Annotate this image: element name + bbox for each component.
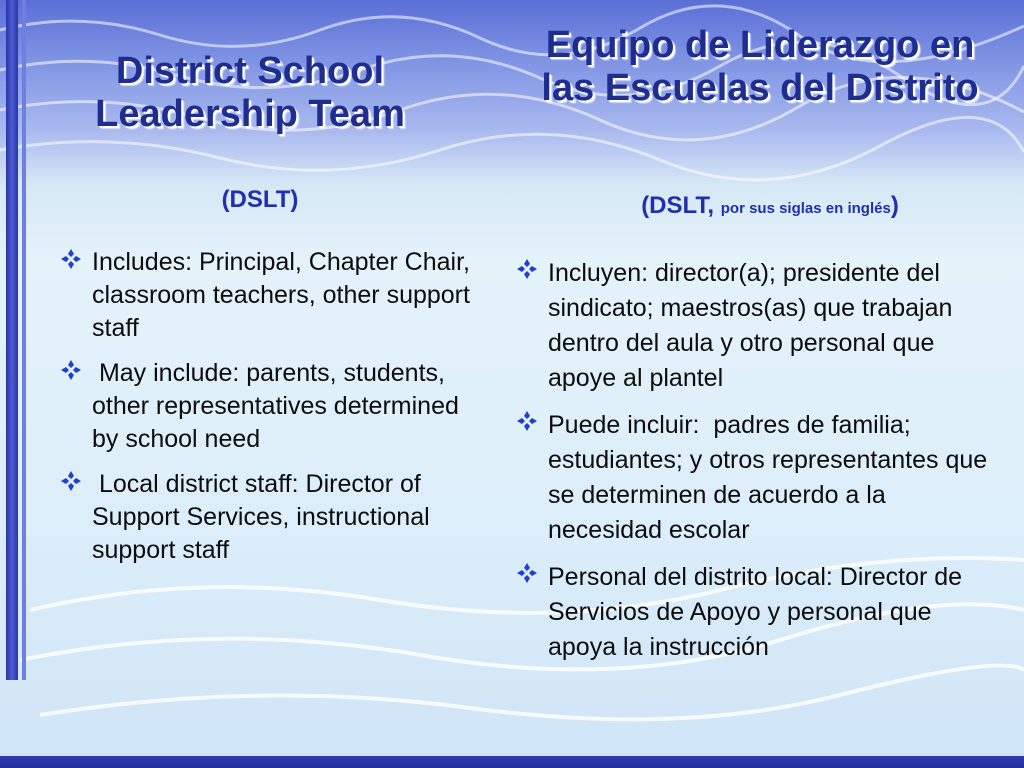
english-bullet-list bbox=[56, 246, 486, 579]
list-item bbox=[56, 357, 486, 456]
list-item bbox=[56, 246, 486, 345]
diamond-bullet-icon bbox=[516, 258, 538, 280]
list-item-text: Local district staff: Director of Support Services, instructional support staff bbox=[92, 470, 437, 564]
title-english: District School Leadership Team bbox=[95, 50, 405, 135]
spanish-bullet-list bbox=[512, 256, 1002, 677]
acronym-spanish-note: por sus siglas en inglés bbox=[720, 200, 891, 217]
diamond-bullet-icon bbox=[60, 470, 82, 492]
left-accent-bar bbox=[6, 0, 18, 680]
list-item bbox=[512, 256, 1002, 396]
diamond-bullet-icon bbox=[516, 562, 538, 584]
list-item-text: May include: parents, students, other representatives determined by school need bbox=[92, 359, 466, 453]
left-accent-stripe bbox=[22, 0, 26, 680]
diamond-bullet-icon bbox=[60, 359, 82, 381]
list-item-text: Personal del distrito local: Director de Servicios de Apoyo y personal que apoya la instrucción bbox=[548, 563, 963, 661]
acronym-english: (DSLT) bbox=[221, 186, 299, 213]
list-item-text: Includes: Principal, Chapter Chair, classroom teachers, other support staff bbox=[92, 248, 470, 342]
list-item bbox=[512, 560, 1002, 665]
diamond-bullet-icon bbox=[60, 248, 82, 270]
diamond-bullet-icon bbox=[516, 410, 538, 432]
acronym-spanish bbox=[560, 192, 980, 220]
list-item bbox=[512, 408, 1002, 548]
bottom-accent-bar bbox=[0, 756, 1024, 768]
list-item-text: Puede incluir: padres de familia; estudiantes; y otros representantes que se determinen de acuerdo a la necesidad escolar bbox=[548, 411, 995, 544]
title-spanish: Equipo de Liderazgo en las Escuelas del Distrito bbox=[541, 24, 979, 109]
acronym-spanish-close: ) bbox=[890, 192, 899, 219]
list-item-text: Incluyen: director(a); presidente del sindicato; maestros(as) que trabajan dentro del aula y otro personal que apoye al plantel bbox=[548, 259, 953, 392]
acronym-spanish-main: (DSLT, bbox=[641, 192, 715, 219]
list-item bbox=[56, 468, 486, 567]
